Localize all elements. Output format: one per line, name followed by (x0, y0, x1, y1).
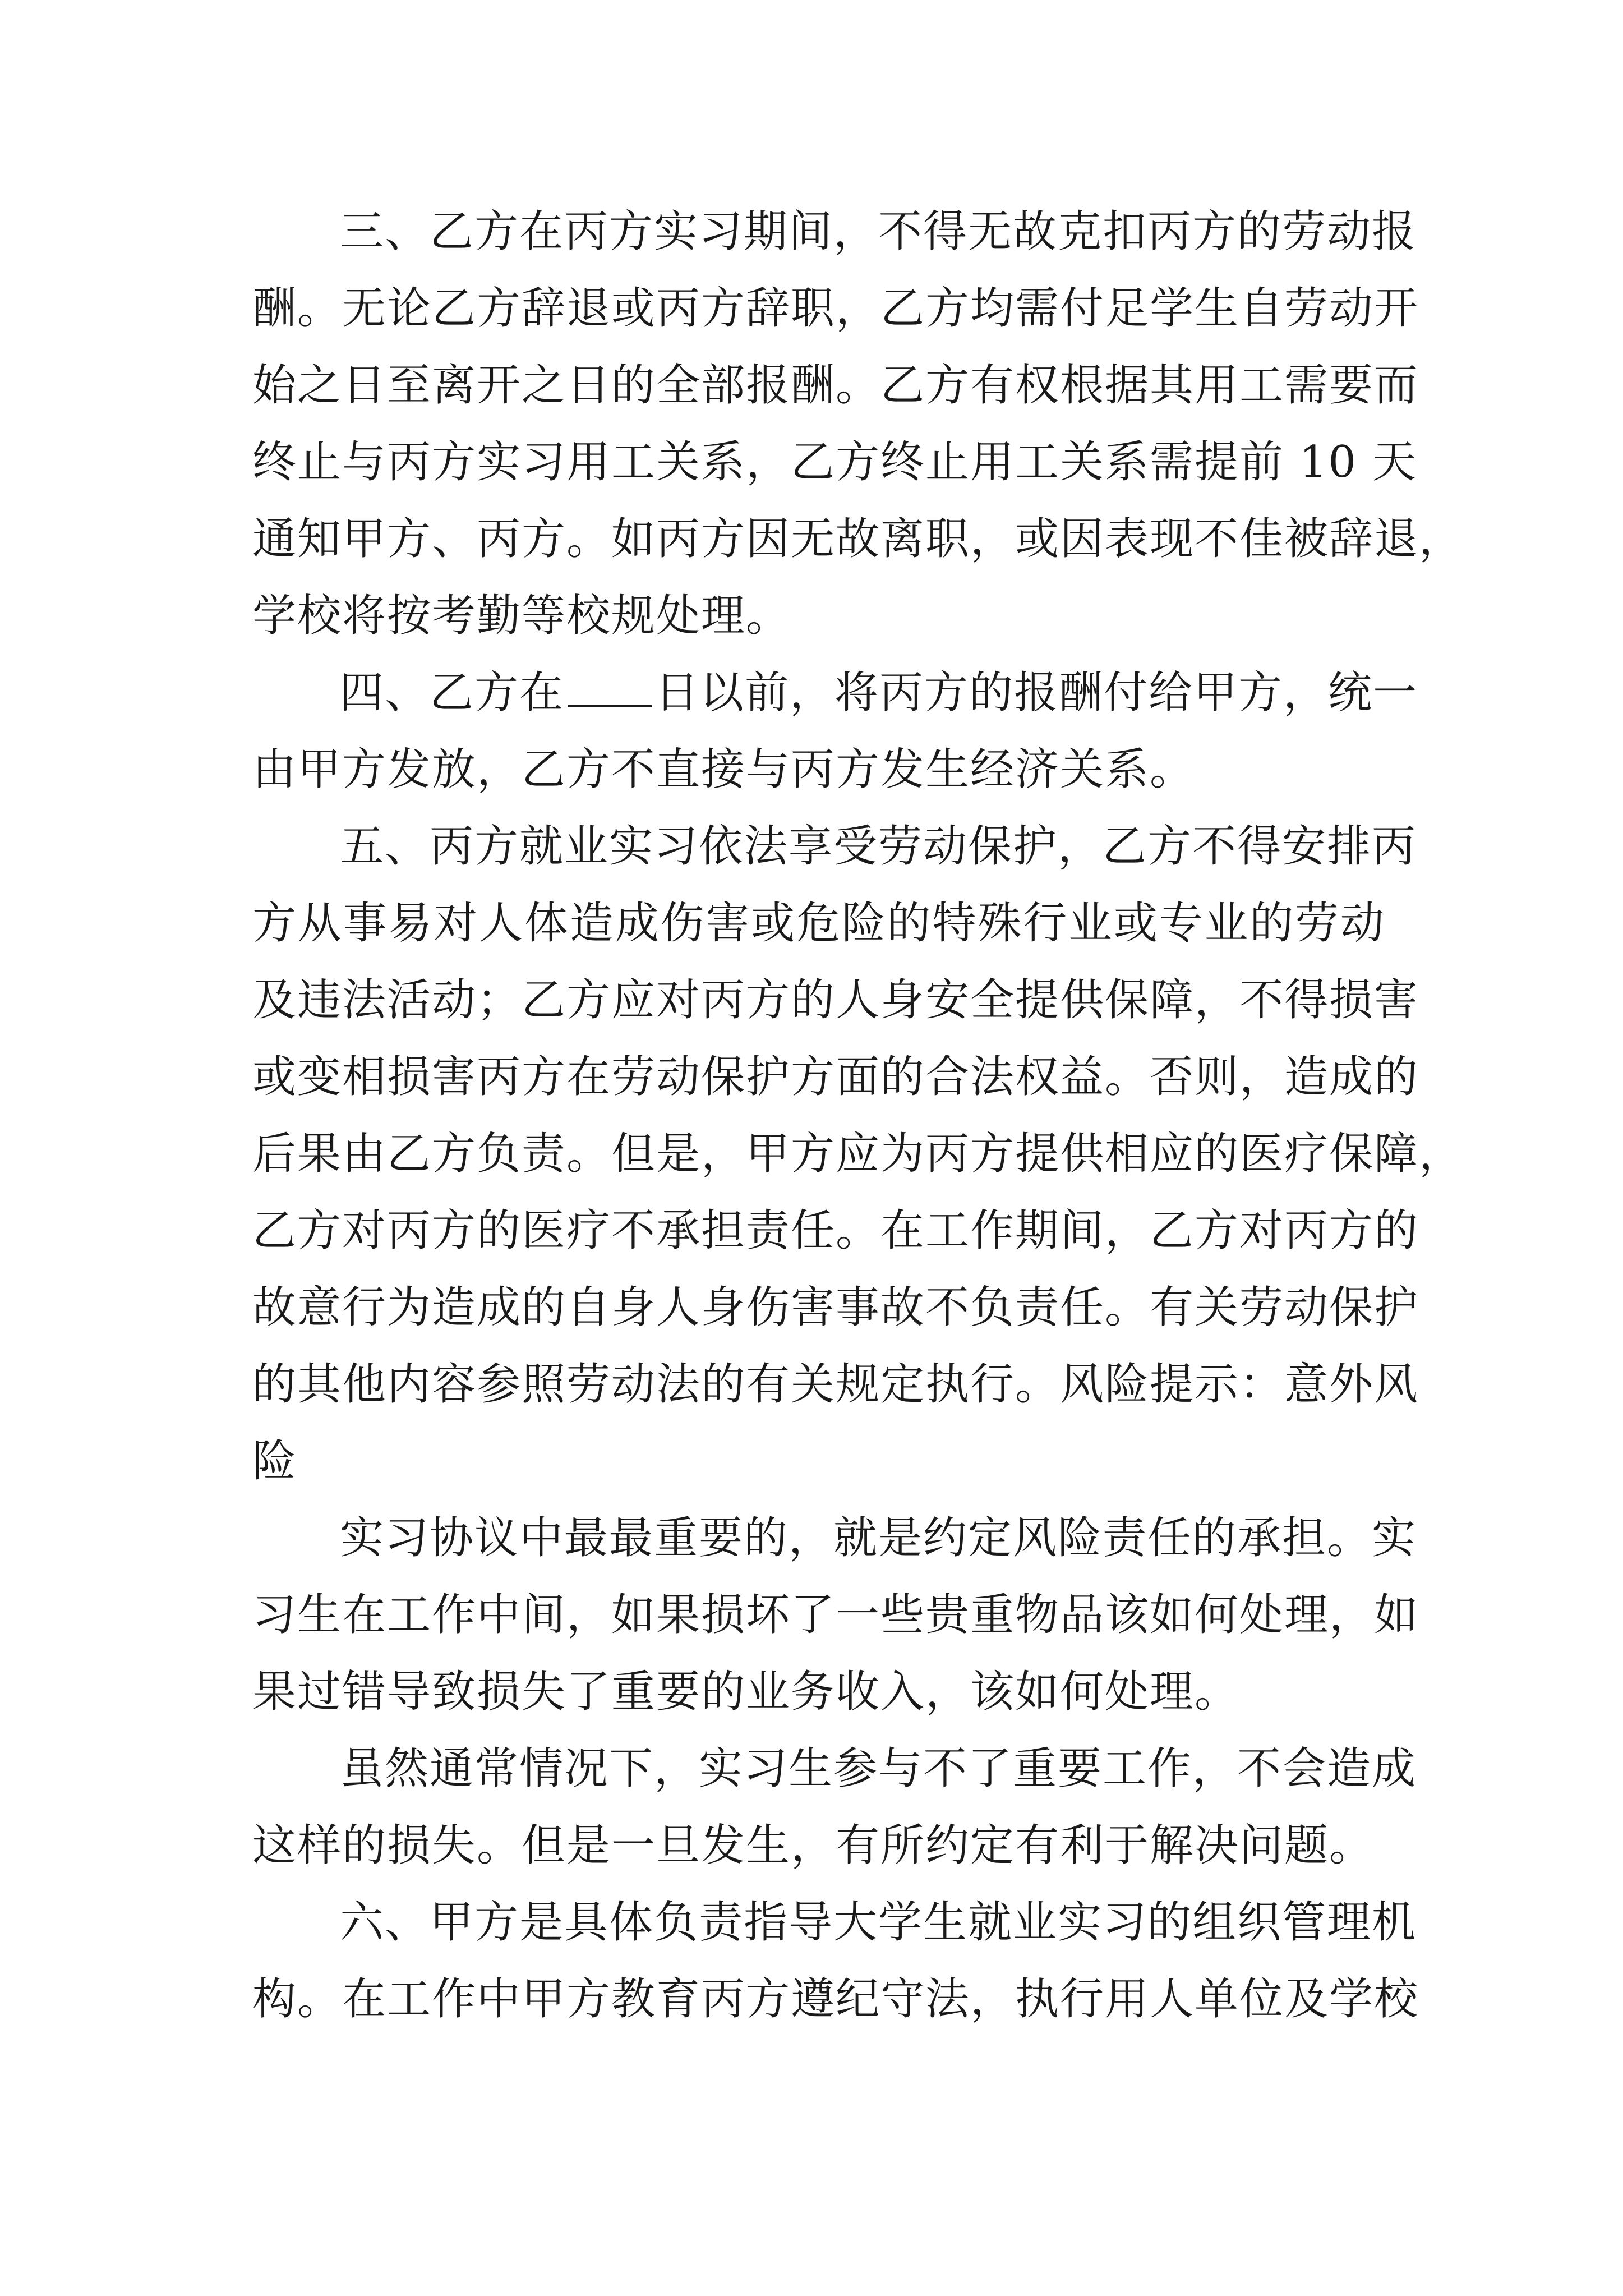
paragraph-line: 始之日至离开之日的全部报酬。乙方有权根据其用工需要而 (252, 360, 1419, 411)
paragraph-although (252, 1731, 1417, 1884)
paragraph-risk-note (252, 1500, 1419, 1731)
paragraph-line: 及违法活动；乙方应对丙方的人身安全提供保障，不得损害 (252, 975, 1419, 1025)
paragraph-line: 乙方对丙方的医疗不承担责任。在工作期间，乙方对丙方的 (252, 1205, 1419, 1256)
paragraph-line: 故意行为造成的自身人身伤害事故不负责任。有关劳动保护 (252, 1282, 1419, 1333)
paragraph-4 (252, 655, 1418, 808)
paragraph-line: 果过错导致损失了重要的业务收入，该如何处理。 (252, 1667, 1240, 1717)
paragraph-line: 这样的损失。但是一旦发生，有所约定有利于解决问题。 (252, 1820, 1375, 1871)
paragraph-line: 学校将按考勤等校规处理。 (252, 591, 791, 641)
paragraph-line: 构。在工作中甲方教育丙方遵纪守法，执行用人单位及学校 (252, 1974, 1419, 2024)
paragraph-line: 方从事易对人体造成伤害或危险的特殊行业或专业的劳动 (252, 898, 1385, 949)
paragraph-line-with-blank (252, 655, 1418, 731)
paragraph-6 (252, 1884, 1419, 2038)
paragraph-line: 虽然通常情况下，实习生参与不了重要工作，不会造成 (340, 1743, 1417, 1794)
paragraph-line: 习生在工作中间，如果损坏了一些贵重物品该如何处理，如 (252, 1590, 1419, 1640)
paragraph-line: 后果由乙方负责。但是，甲方应为丙方提供相应的医疗保障， (252, 1129, 1464, 1179)
paragraph-line: 五、丙方就业实习依法享受劳动保护，乙方不得安排丙 (340, 821, 1417, 872)
paragraph-line: 通知甲方、丙方。如丙方因无故离职，或因表现不佳被辞退， (252, 514, 1464, 564)
paragraph-line: 酬。无论乙方辞退或丙方辞职，乙方均需付足学生自劳动开 (252, 283, 1419, 334)
paragraph-3 (252, 194, 1464, 655)
paragraph-line: 三、乙方在丙方实习期间，不得无故克扣丙方的劳动报 (340, 206, 1417, 257)
text-before-blank: 四、乙方在 (340, 668, 565, 718)
paragraph-line: 实习协议中最最重要的，就是约定风险责任的承担。实 (340, 1513, 1417, 1563)
text-after-blank: 日以前，将丙方的报酬付给甲方，统一 (655, 668, 1418, 718)
paragraph-line: 或变相损害丙方在劳动保护方面的合法权益。否则，造成的 (252, 1052, 1419, 1102)
paragraph-line: 险 (252, 1436, 298, 1487)
date-blank-field (568, 666, 652, 707)
paragraph-line: 六、甲方是具体负责指导大学生就业实习的组织管理机 (340, 1897, 1417, 1948)
paragraph-5 (252, 808, 1464, 1500)
paragraph-line: 的其他内容参照劳动法的有关规定执行。风险提示：意外风 (252, 1359, 1419, 1410)
paragraph-line: 由甲方发放，乙方不直接与丙方发生经济关系。 (252, 744, 1195, 795)
paragraph-line: 终止与丙方实习用工关系，乙方终止用工关系需提前 10 天 (252, 437, 1417, 487)
